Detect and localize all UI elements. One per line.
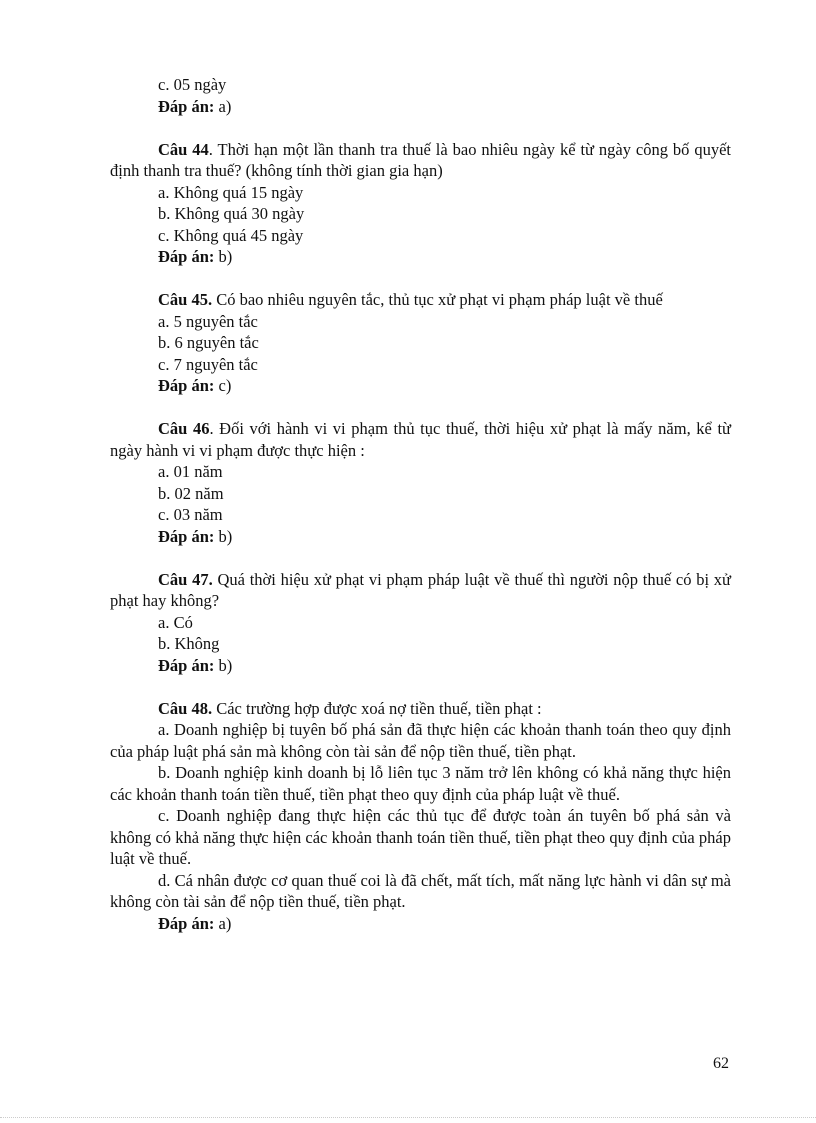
option-b: b. Không quá 30 ngày	[158, 204, 305, 223]
option-c: c. 7 nguyên tắc	[158, 354, 258, 374]
answer-value: c)	[214, 376, 232, 395]
answer-line	[110, 96, 731, 118]
option-b: b. 02 năm	[158, 483, 224, 503]
answer-label: Đáp án:	[158, 526, 215, 546]
answer-value: b)	[214, 526, 233, 546]
question-46	[110, 418, 731, 461]
answer-value: a)	[214, 913, 232, 933]
question-label: Câu 45.	[158, 290, 213, 309]
answer-label: Đáp án:	[158, 376, 215, 395]
answer-value: b)	[214, 247, 233, 266]
option-a: a. 01 năm	[158, 462, 223, 481]
answer-label: Đáp án:	[158, 913, 215, 933]
answer-value: a)	[214, 96, 232, 116]
question-text: Các trường hợp được xoá nợ tiền thuế, tiền phạt :	[212, 698, 542, 718]
option-d: d. Cá nhân được cơ quan thuế coi là đã chết, mất tích, mất năng lực hành vi dân sự mà không còn tài sản để nộp tiền thuế, tiền phạt.	[110, 870, 731, 911]
option-c: c. Không quá 45 ngày	[158, 225, 304, 245]
option-b: b. Doanh nghiệp kinh doanh bị lỗ liên tục 3 năm trở lên không có khả năng thực hiện các khoản thanh toán tiền thuế, tiền phạt theo quy định của pháp luật về thuế.	[110, 763, 731, 804]
question-text: Có bao nhiêu nguyên tắc, thủ tục xử phạt vi phạm pháp luật về thuế	[212, 290, 663, 309]
question-text: . Đối với hành vi vi phạm thủ tục thuế, thời hiệu xử phạt là mấy năm, kể từ ngày hành vi vi phạm được thực hiện :	[110, 419, 731, 460]
question-text: Quá thời hiệu xử phạt vi phạm pháp luật về thuế thì người nộp thuế có bị xử phạt hay không?	[110, 569, 732, 610]
question-label: Câu 46	[158, 419, 210, 438]
question-47	[110, 569, 731, 612]
answer-line	[110, 526, 731, 548]
option-b: b. Không	[158, 634, 220, 653]
question-44	[110, 139, 731, 182]
answer-label: Đáp án:	[158, 655, 215, 675]
option-c: c. 05 ngày	[158, 75, 227, 94]
option-a: a. 5 nguyên tắc	[158, 311, 258, 331]
option-c: c. Doanh nghiệp đang thực hiện các thủ tục để được toàn án tuyên bố phá sản và không có khả năng thực hiện các khoản thanh toán tiền thuế, tiền phạt theo quy định của pháp luật về thuế.	[110, 806, 731, 868]
question-label: Câu 47.	[158, 569, 213, 589]
page-bottom-divider	[0, 1117, 816, 1118]
answer-line	[110, 913, 731, 935]
page-number: 62	[713, 1055, 729, 1072]
option-a: a. Có	[158, 612, 193, 632]
option-b: b. 6 nguyên tắc	[158, 333, 259, 352]
answer-value: b)	[214, 655, 233, 675]
question-label: Câu 48.	[158, 698, 213, 718]
answer-label: Đáp án:	[158, 96, 215, 116]
question-48	[110, 698, 731, 720]
answer-line	[110, 375, 731, 397]
question-label: Câu 44	[158, 139, 209, 159]
answer-label: Đáp án:	[158, 247, 215, 266]
answer-line	[110, 246, 731, 268]
option-a: a. Doanh nghiệp bị tuyên bố phá sản đã thực hiện các khoản thanh toán theo quy định của pháp luật phá sản mà không còn tài sản để nộp tiền thuế, tiền phạt.	[110, 720, 731, 761]
answer-line	[110, 655, 731, 677]
option-a: a. Không quá 15 ngày	[158, 182, 304, 202]
question-text: . Thời hạn một lần thanh tra thuế là bao nhiêu ngày kể từ ngày công bố quyết định thanh tra thuế? (không tính thời gian gia hạn)	[110, 139, 732, 180]
document-page	[110, 74, 731, 934]
question-45	[110, 289, 731, 311]
option-c: c. 03 năm	[158, 505, 223, 524]
